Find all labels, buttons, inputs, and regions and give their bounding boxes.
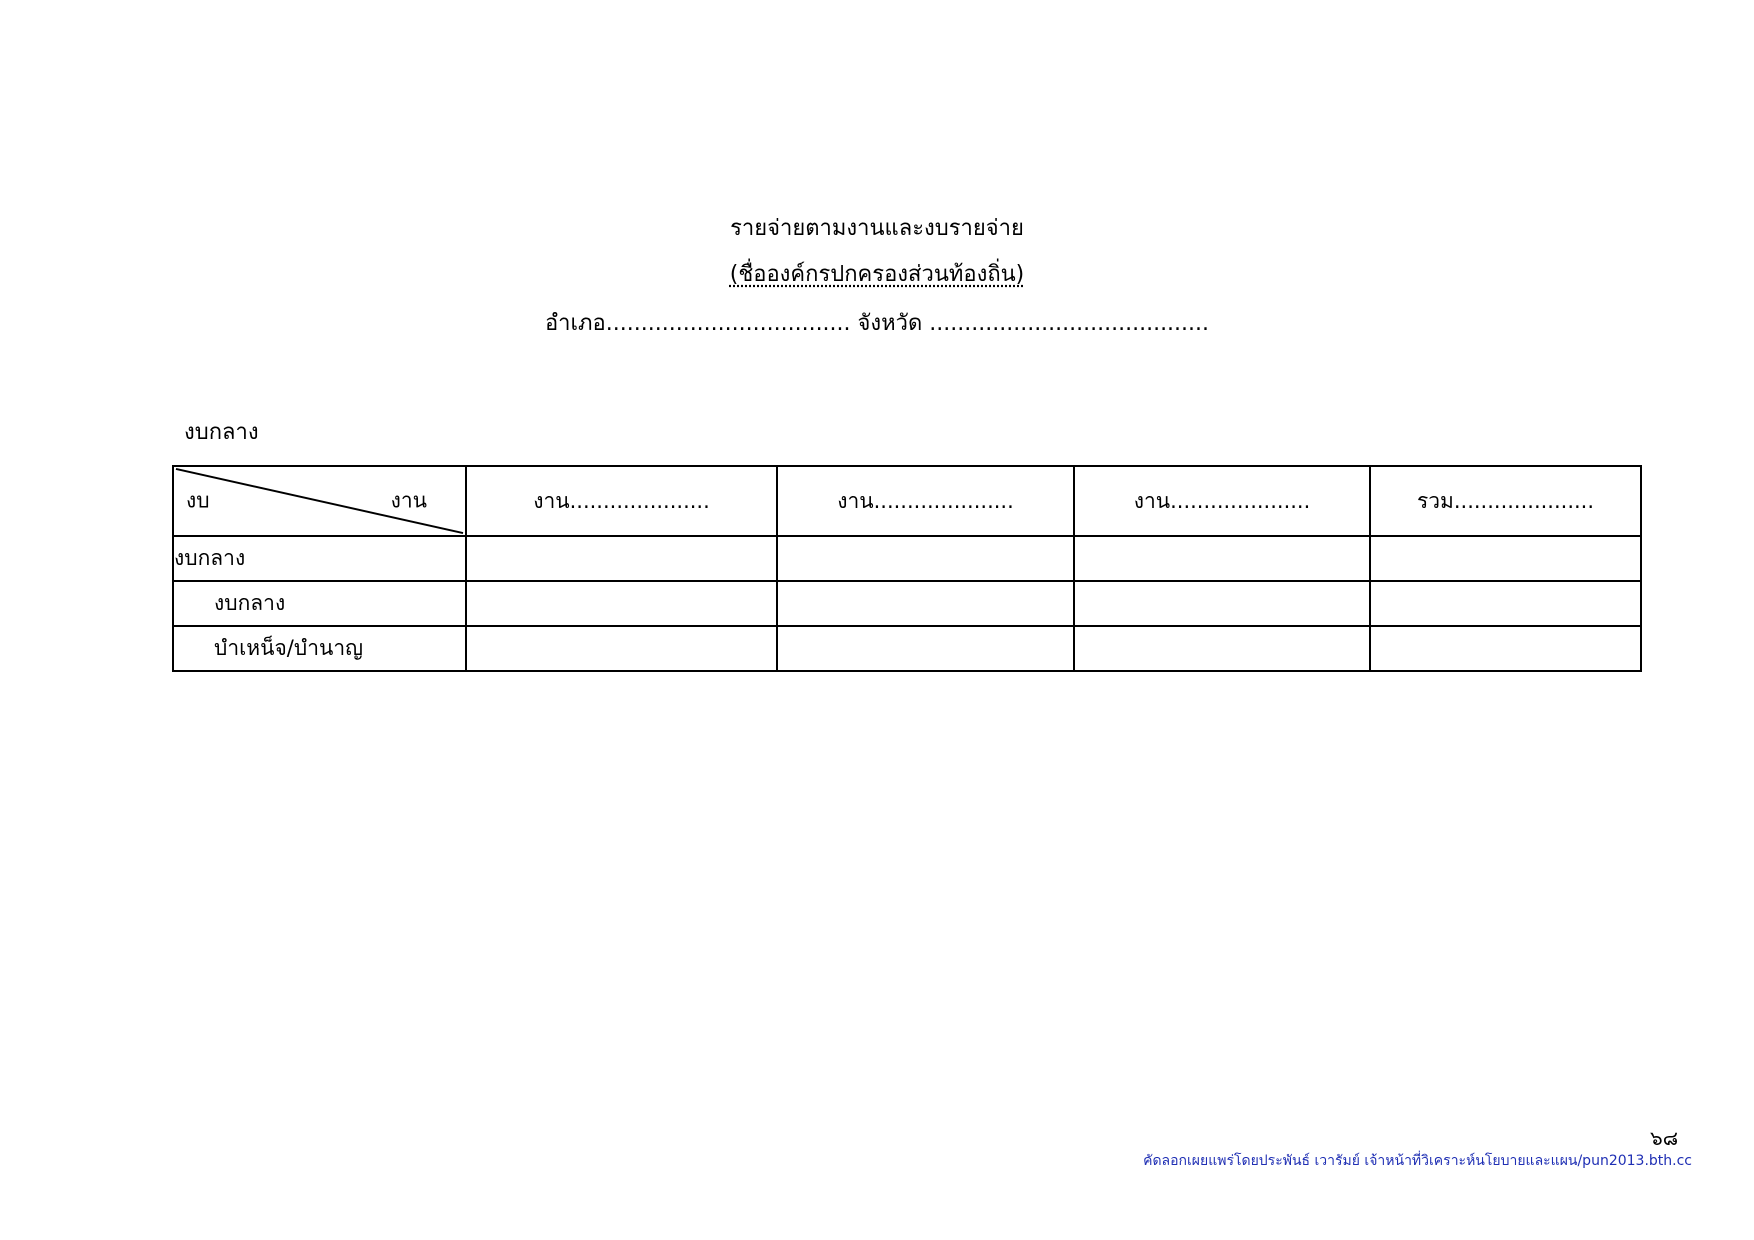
diagonal-header-cell bbox=[173, 466, 466, 536]
table-cell bbox=[777, 536, 1074, 581]
table-row bbox=[173, 626, 1641, 671]
footer-credit: คัดลอกเผยแพร่โดยประพันธ์ เวารัมย์ เจ้าหน้าที่วิเคราะห์นโยบายและแผน/pun2013.bth.cc bbox=[1143, 1153, 1692, 1169]
table-row bbox=[173, 581, 1641, 626]
section-heading: งบกลาง bbox=[184, 420, 259, 445]
row-label: บำเหน็จ/บำนาญ bbox=[173, 626, 466, 671]
table-cell bbox=[1370, 536, 1641, 581]
table-cell bbox=[1074, 536, 1370, 581]
table-cell bbox=[1074, 581, 1370, 626]
diagonal-header-row-label: งบ bbox=[186, 488, 210, 513]
table-row bbox=[173, 536, 1641, 581]
table-cell bbox=[466, 626, 777, 671]
table-cell bbox=[466, 581, 777, 626]
table-cell bbox=[1370, 626, 1641, 671]
document-subtitle bbox=[0, 256, 1754, 291]
column-header: งาน..................... bbox=[466, 466, 777, 536]
budget-table bbox=[172, 465, 1642, 672]
organization-name-placeholder: (ชื่อองค์กรปกครองส่วนท้องถิ่น) bbox=[729, 262, 1025, 287]
row-label: งบกลาง bbox=[173, 581, 466, 626]
column-header: งาน..................... bbox=[1074, 466, 1370, 536]
table-cell bbox=[466, 536, 777, 581]
table-cell bbox=[777, 581, 1074, 626]
page-number: ๖๘ bbox=[1650, 1126, 1679, 1150]
column-header-total: รวม..................... bbox=[1370, 466, 1641, 536]
table-header-row bbox=[173, 466, 1641, 536]
row-label: งบกลาง bbox=[173, 536, 466, 581]
location-line: อำเภอ................................... จังหวัด ........................................ bbox=[544, 311, 1210, 336]
table-cell bbox=[1370, 581, 1641, 626]
document-title: รายจ่ายตามงานและงบรายจ่าย bbox=[730, 216, 1024, 241]
table-cell bbox=[1074, 626, 1370, 671]
table-cell bbox=[777, 626, 1074, 671]
diagonal-header-column-label: งาน bbox=[390, 488, 427, 513]
column-header: งาน..................... bbox=[777, 466, 1074, 536]
